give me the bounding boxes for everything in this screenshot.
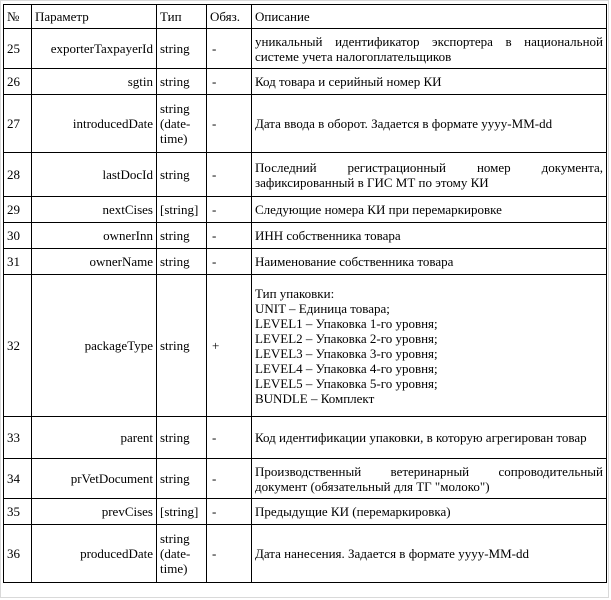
header-param: Параметр [32, 5, 157, 29]
row-required: - [207, 223, 252, 249]
row-type: string [157, 69, 207, 95]
row-type: string (date-time) [157, 525, 207, 583]
row-param: ownerInn [32, 223, 157, 249]
row-desc: Дата нанесения. Задается в формате yyyy-MM-dd [252, 525, 607, 583]
table-header-row [4, 5, 607, 29]
row-required: + [207, 275, 252, 417]
row-type: [string] [157, 197, 207, 223]
row-required: - [207, 459, 252, 499]
row-required: - [207, 249, 252, 275]
row-num: 34 [4, 459, 32, 499]
row-param: introducedDate [32, 95, 157, 153]
row-desc: Производственный ветеринарный сопроводительный документ (обязательный для ТГ "молоко") [252, 459, 607, 499]
package-type-line: LEVEL5 – Упаковка 5-го уровня; [255, 375, 438, 391]
header-desc: Описание [252, 5, 607, 29]
header-type: Тип [157, 5, 207, 29]
row-param: sgtin [32, 69, 157, 95]
row-desc: Код идентификации упаковки, в которую агрегирован товар [252, 417, 607, 459]
row-required: - [207, 417, 252, 459]
header-required: Обяз. [207, 5, 252, 29]
row-desc: Последний регистрационный номер документа, зафиксированный в ГИС МТ по этому КИ [252, 153, 607, 197]
package-type-line: UNIT – Единица товара; [255, 300, 390, 316]
row-num: 36 [4, 525, 32, 583]
row-desc: Следующие номера КИ при перемаркировке [252, 197, 607, 223]
row-desc: Дата ввода в оборот. Задается в формате yyyy-MM-dd [252, 95, 607, 153]
table-row [4, 249, 607, 275]
row-required: - [207, 499, 252, 525]
row-param: parent [32, 417, 157, 459]
row-required: - [207, 29, 252, 69]
row-required: - [207, 153, 252, 197]
row-param: packageType [32, 275, 157, 417]
table-row [4, 525, 607, 583]
row-type: string [157, 459, 207, 499]
row-desc: Наименование собственника товара [252, 249, 607, 275]
row-num: 26 [4, 69, 32, 95]
row-num: 29 [4, 197, 32, 223]
row-type: string (date-time) [157, 95, 207, 153]
row-type: [string] [157, 499, 207, 525]
package-type-line: LEVEL1 – Упаковка 1-го уровня; [255, 315, 438, 331]
table-row [4, 417, 607, 459]
row-param: prVetDocument [32, 459, 157, 499]
row-num: 30 [4, 223, 32, 249]
row-type: string [157, 153, 207, 197]
row-desc: Код товара и серийный номер КИ [252, 69, 607, 95]
row-type: string [157, 223, 207, 249]
row-param: exporterTaxpayerId [32, 29, 157, 69]
table-row [4, 153, 607, 197]
row-num: 32 [4, 275, 32, 417]
table-row [4, 197, 607, 223]
header-num: № [4, 5, 32, 29]
package-type-line: LEVEL3 – Упаковка 3-го уровня; [255, 345, 438, 361]
package-type-line: LEVEL2 – Упаковка 2-го уровня; [255, 330, 438, 346]
table-row [4, 69, 607, 95]
table-row [4, 95, 607, 153]
row-desc: уникальный идентификатор экспортера в национальной системе учета налогоплательщиков [252, 29, 607, 69]
row-desc: Предыдущие КИ (перемаркировка) [252, 499, 607, 525]
row-num: 28 [4, 153, 32, 197]
row-desc [252, 275, 607, 417]
table-row [4, 499, 607, 525]
row-num: 25 [4, 29, 32, 69]
row-desc: ИНН собственника товара [252, 223, 607, 249]
table-row [4, 29, 607, 69]
row-num: 31 [4, 249, 32, 275]
package-type-line: BUNDLE – Комплект [255, 390, 375, 406]
row-num: 35 [4, 499, 32, 525]
row-param: prevCises [32, 499, 157, 525]
row-num: 33 [4, 417, 32, 459]
row-type: string [157, 29, 207, 69]
row-required: - [207, 69, 252, 95]
row-type: string [157, 275, 207, 417]
row-param: nextCises [32, 197, 157, 223]
row-param: lastDocId [32, 153, 157, 197]
table-row [4, 275, 607, 417]
row-type: string [157, 249, 207, 275]
parameters-table [3, 4, 607, 583]
row-type: string [157, 417, 207, 459]
package-type-line: LEVEL4 – Упаковка 4-го уровня; [255, 360, 438, 376]
row-required: - [207, 95, 252, 153]
table-row [4, 223, 607, 249]
row-required: - [207, 525, 252, 583]
row-num: 27 [4, 95, 32, 153]
package-type-line: Тип упаковки: [255, 285, 335, 301]
row-param: ownerName [32, 249, 157, 275]
row-required: - [207, 197, 252, 223]
row-param: producedDate [32, 525, 157, 583]
table-row [4, 459, 607, 499]
